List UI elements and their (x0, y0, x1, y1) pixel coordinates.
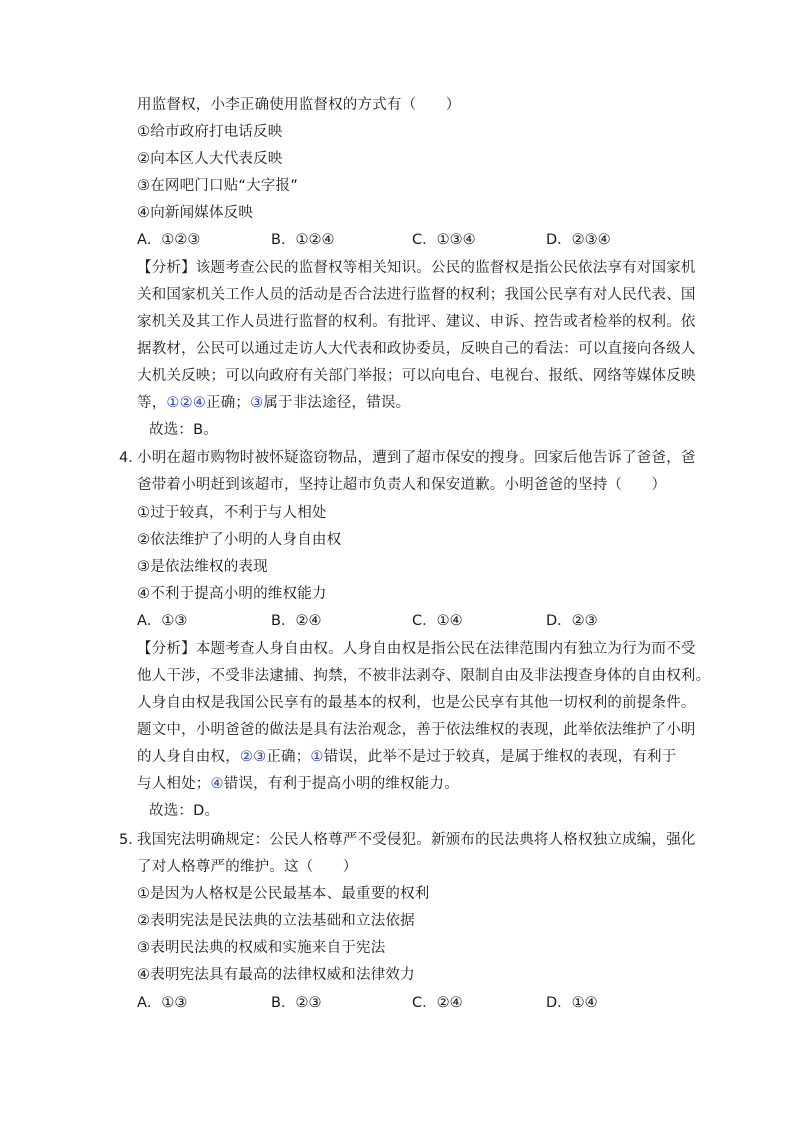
q4-option-c: C．①④ (412, 613, 463, 629)
q5-item-2: ②表明宪法是民法典的立法基础和立法依据 (137, 913, 415, 929)
q4-analysis-line-6: 与人相处；④错误，有利于提高小明的维权能力。 (137, 776, 459, 792)
q5-option-d: D．①④ (546, 995, 598, 1011)
q4-analysis-line-1: 【分析】本题考查人身自由权。人身自由权是指公民在法律范围内有独立为行为而不受 (137, 641, 696, 657)
q4-stem-line-1: 小明在超市购物时被怀疑盗窃物品，遭到了超市保安的搜身。回家后他告诉了爸爸，爸 (137, 450, 696, 466)
q4-option-d: D．②③ (546, 613, 598, 629)
q4-analysis-line-2: 他人干涉，不受非法逮捕、拘禁，不被非法剥夺、限制自由及非法搜查身体的自由权利。 (137, 668, 711, 684)
q5-number: 5． (119, 832, 143, 848)
q4-analysis-line-3: 人身自由权是我国公民享有的最基本的权利，也是公民享有其他一切权利的前提条件。 (137, 695, 696, 711)
q5-option-c: C．②④ (412, 995, 463, 1011)
q4-answer: 故选：D。 (149, 803, 220, 819)
q4-item-4: ④不利于提高小明的维权能力 (137, 586, 327, 602)
q3-analysis-line-2: 关和国家机关工作人员的活动是否合法进行监督的权利；我国公民享有对人民代表、国 (137, 287, 696, 303)
q3-analysis-line-3: 家机关及其工作人员进行监督的权利。有批评、建议、申诉、控告或者检举的权利。依 (137, 314, 696, 330)
q4-stem-line-2: 爸带着小明赶到该超市，坚持让超市负责人和保安道歉。小明爸爸的坚持（ ） (137, 477, 667, 493)
q4-number: 4． (119, 450, 143, 466)
q4-item-1: ①过于较真，不利于与人相处 (137, 505, 327, 521)
q3-answer: 故选：B。 (149, 422, 218, 438)
analysis-tag: 【分析】 (137, 260, 196, 276)
analysis-tag: 【分析】 (137, 641, 196, 657)
q3-stem: 用监督权，小李正确使用监督权的方式有（ ） (137, 97, 461, 113)
q5-stem-line-1: 我国宪法明确规定：公民人格尊严不受侵犯。新颁布的民法典将人格权独立成编，强化 (137, 832, 696, 848)
q4-item-3: ③是依法维权的表现 (137, 559, 268, 575)
q5-option-a: A．①③ (137, 995, 188, 1011)
q3-option-b: B．①②④ (271, 232, 335, 248)
q5-item-4: ④表明宪法具有最高的法律权威和法律效力 (137, 967, 415, 983)
q3-option-a: A．①②③ (137, 232, 201, 248)
q3-analysis-line-6: 等，①②④正确；③属于非法途径，错误。 (137, 395, 411, 411)
q3-item-3: ③在网吧门口贴“大字报” (137, 178, 298, 194)
q3-analysis-line-4: 据教材，公民可以通过走访人大代表和政协委员，反映自己的看法：可以直接向各级人 (137, 341, 696, 357)
q5-item-1: ①是因为人格权是公民最基本、最重要的权利 (137, 886, 430, 902)
q4-analysis-line-5: 的人身自由权，②③正确；①错误，此举不是过于较真，是属于维权的表现，有利于 (137, 749, 677, 765)
q4-analysis-line-4: 题文中，小明爸爸的做法是具有法治观念，善于依法维权的表现，此举依法维护了小明 (137, 722, 696, 738)
q4-item-2: ②依法维护了小明的人身自由权 (137, 532, 342, 548)
q5-stem-line-2: 了对人格尊严的维护。这（ ） (137, 859, 358, 875)
q3-item-4: ④向新闻媒体反映 (137, 205, 254, 221)
q3-analysis-line-1: 【分析】该题考查公民的监督权等相关知识。公民的监督权是指公民依法享有对国家机 (137, 260, 696, 276)
q3-analysis-line-5: 大机关反映；可以向政府有关部门举报；可以向电台、电视台、报纸、网络等媒体反映 (137, 368, 696, 384)
q3-item-2: ②向本区人大代表反映 (137, 151, 283, 167)
q5-item-3: ③表明民法典的权威和实施来自于宪法 (137, 940, 386, 956)
q3-option-c: C．①③④ (412, 232, 476, 248)
q5-option-b: B．②③ (271, 995, 322, 1011)
q3-option-d: D．②③④ (546, 232, 611, 248)
q4-option-a: A．①③ (137, 613, 188, 629)
q3-item-1: ①给市政府打电话反映 (137, 124, 283, 140)
q4-option-b: B．②④ (271, 613, 322, 629)
